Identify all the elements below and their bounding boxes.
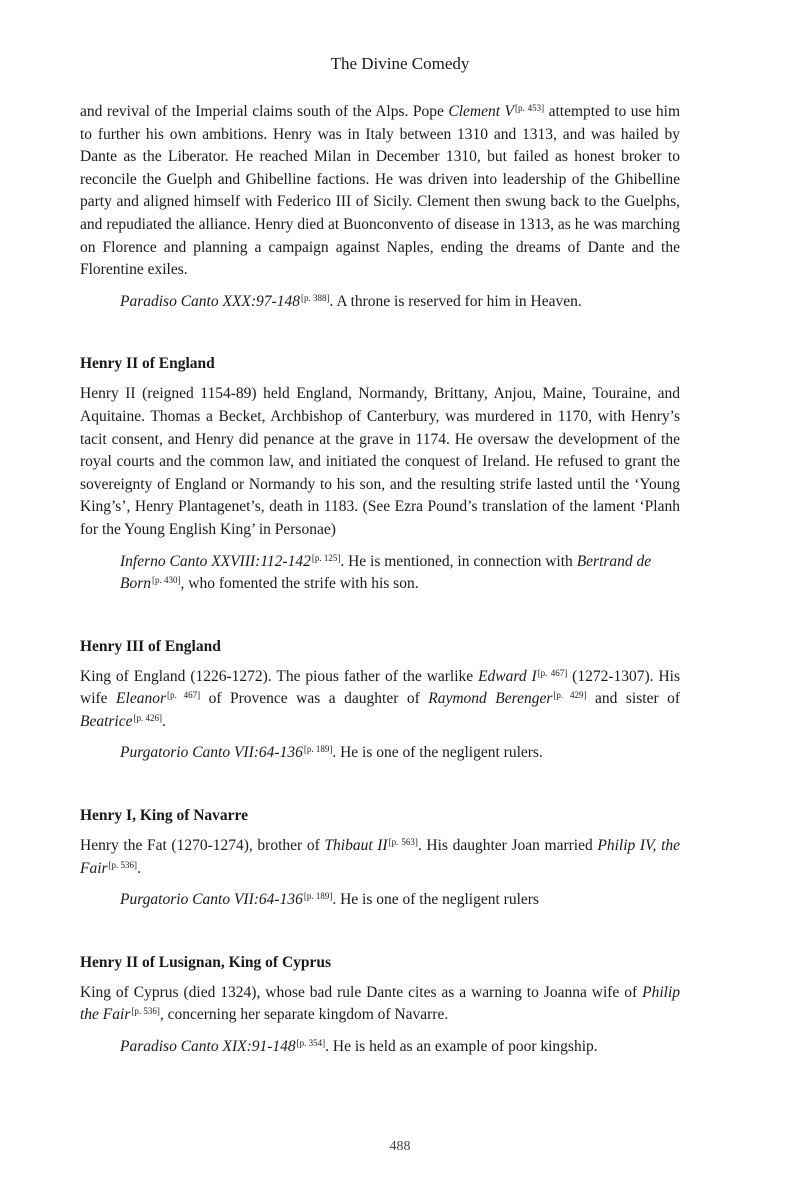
entry-heading: Henry I, King of Navarre	[80, 807, 249, 825]
page-ref[interactable]: [p. 354]	[296, 1038, 326, 1049]
canto-reference	[80, 551, 680, 596]
canto-reference	[80, 889, 680, 912]
beatrice-link[interactable]: Beatrice	[80, 712, 133, 730]
page-ref[interactable]: [p. 453]	[514, 103, 545, 113]
body-text: . His daughter Joan married	[417, 837, 598, 855]
reference-text: , who fomented the strife with his son.	[180, 575, 419, 593]
entry-heading: Henry II of Lusignan, King of Cyprus	[80, 953, 332, 971]
reference-text: . A throne is reserved for him in Heaven.	[329, 292, 582, 310]
page-ref[interactable]: [p. 563]	[388, 837, 418, 848]
page-ref[interactable]: [p. 430]	[152, 575, 181, 586]
body-text: and revival of the Imperial claims south of the Alps. Pope	[80, 103, 449, 120]
page-ref[interactable]: [p. 189]	[303, 744, 333, 755]
canto-link[interactable]: Inferno Canto XXVIII:112-142	[120, 552, 311, 570]
page-ref[interactable]: [p. 536]	[131, 1006, 160, 1017]
page-ref[interactable]: [p. 467]	[166, 690, 201, 701]
running-head: The Divine Comedy	[330, 54, 470, 73]
canto-link[interactable]: Purgatorio Canto VII:64-136	[120, 744, 303, 762]
body-text: (1272-1307). His wife	[80, 667, 680, 708]
body-text: of Provence was a daughter of	[200, 690, 429, 708]
reference-text: . He is held as an example of poor kingship.	[325, 1038, 598, 1056]
page-ref[interactable]: [p. 388]	[300, 292, 330, 303]
bertrand-de-born-link[interactable]: Bertrand de Born	[120, 552, 652, 593]
entry-body	[80, 982, 680, 1027]
canto-reference	[80, 742, 680, 765]
canto-link[interactable]: Purgatorio Canto VII:64-136	[120, 891, 303, 909]
body-text: .	[137, 859, 141, 877]
philip-iv-link[interactable]: Philip IV, the Fair	[80, 837, 680, 877]
page-ref[interactable]: [p. 429]	[553, 690, 587, 701]
reference-text: . He is mentioned, in connection with	[340, 552, 577, 570]
page-ref[interactable]: [p. 189]	[303, 891, 333, 902]
clement-v-link[interactable]: Clement V	[448, 103, 514, 120]
canto-link[interactable]: Paradiso Canto XXX:97-148	[120, 292, 300, 310]
entry-henry-iii-england	[80, 636, 680, 765]
page-ref[interactable]: [p. 536]	[108, 859, 138, 870]
entry-continuation	[80, 101, 680, 313]
body-text: .	[162, 712, 166, 730]
entry-heading: Henry II of England	[80, 355, 215, 373]
page-content	[80, 101, 680, 1059]
body-text: Henry the Fat (1270-1274), brother of	[80, 837, 325, 855]
thibaut-ii-link[interactable]: Thibaut II	[324, 837, 388, 855]
entry-body	[80, 101, 680, 282]
body-text: King of Cyprus (died 1324), whose bad rule Dante cites as a warning to Joanna wife of	[80, 983, 643, 1001]
entry-body	[80, 666, 680, 734]
body-text: attempted to use him to further his own ambitions. Henry was in Italy between 1310 and 1313, and was hailed by Dante as the Liberator. He reached Milan in December 1310, but failed as honest broker to reconcile the Guelph and Ghibelline factions. He was driven into leadership of the Ghibelline party and aligned himself with Federico III of Sicily. Clement then swung back to the Guelphs, and repudiated the alliance. Henry died at Buonconvento of disease in 1313, as he was marching on Florence and planning a campaign against Naples, ending the dreams of Dante and the Florentine exiles.	[80, 103, 680, 279]
canto-reference	[80, 291, 680, 314]
entry-body	[80, 835, 680, 880]
philip-the-fair-link[interactable]: Philip the Fair	[80, 983, 680, 1024]
page-ref[interactable]: [p. 467]	[537, 667, 568, 678]
canto-reference	[80, 1036, 680, 1059]
edward-i-link[interactable]: Edward I	[478, 667, 537, 685]
body-text: , concerning her separate kingdom of Navarre.	[159, 1006, 449, 1024]
body-text: and sister of	[586, 690, 681, 708]
page-ref[interactable]: [p. 125]	[311, 552, 341, 563]
entry-henry-ii-cyprus	[80, 952, 680, 1059]
eleanor-link[interactable]: Eleanor	[116, 690, 166, 708]
entry-henry-ii-england	[80, 353, 680, 595]
entry-heading: Henry III of England	[80, 637, 221, 655]
canto-link[interactable]: Paradiso Canto XIX:91-148	[120, 1038, 296, 1056]
page-number: 488	[389, 1139, 411, 1154]
body-text: King of England (1226-1272). The pious father of the warlike	[80, 667, 479, 685]
reference-text: . He is one of the negligent rulers	[332, 891, 539, 909]
page-ref[interactable]: [p. 426]	[133, 712, 163, 723]
entry-body: Henry II (reigned 1154-89) held England, Normandy, Brittany, Anjou, Maine, Touraine, and Aquitaine. Thomas a Becket, Archbishop of Canterbury, was murdered in 1170, with Henry’s tacit consent, and Henry did penance at the grave in 1174. He oversaw the development of the royal courts and the common law, and initiated the conquest of Ireland. He refused to grant the sovereignty of England or Normandy to his son, and the resulting strife lasted until the ‘Young King’s’, Henry Plantagenet’s, death in 1183. (See Ezra Pound’s translation of the lament ‘Planh for the Young English King’ in Personae)	[80, 385, 680, 538]
reference-text: . He is one of the negligent rulers.	[332, 744, 543, 762]
entry-henry-i-navarre	[80, 805, 680, 912]
raymond-berenger-link[interactable]: Raymond Berenger	[428, 690, 553, 708]
